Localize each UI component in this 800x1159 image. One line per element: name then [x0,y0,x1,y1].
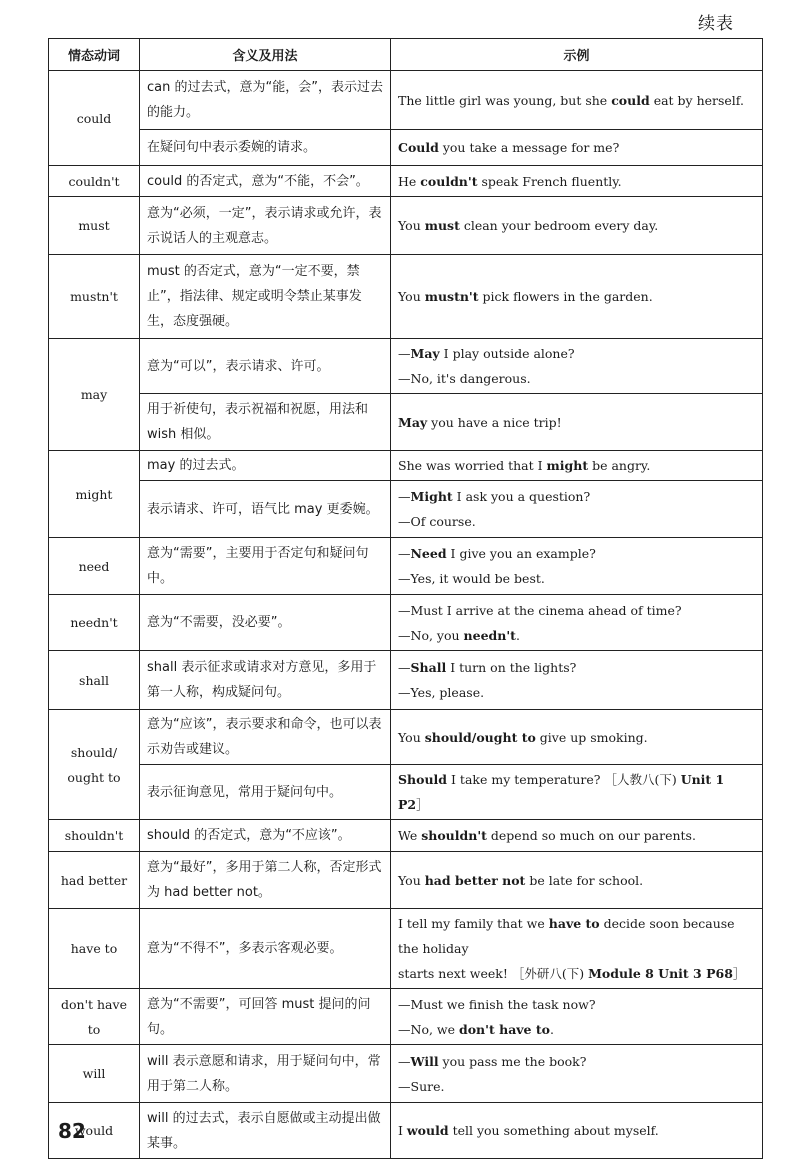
table-row [49,1103,763,1159]
usage-cell: could 的否定式，意为“不能，不会”。 [140,166,391,197]
example-text: — [398,346,411,361]
example-highlight: mustn't [424,289,479,304]
example-highlight: Will [410,1053,439,1069]
example-text: The little girl was young, but she [398,92,612,108]
example-line [398,169,756,194]
example-cell [391,538,763,595]
usage-cell: 意为“必须，一定”，表示请求或允许，表示说话人的主观意志。 [140,197,391,255]
verb-cell: need [49,538,140,595]
example-text: you pass me the book? [438,1053,587,1069]
table-row [49,197,763,255]
table-row [49,820,763,852]
example-cell [391,394,763,451]
example-text: — [398,1053,411,1069]
header-modal-verb: 情态动词 [49,39,140,71]
example-highlight: Shall [410,660,447,675]
example-line [398,213,756,238]
example-text: — [398,546,411,561]
example-line [398,1118,756,1143]
verb-cell: don't have to [49,989,140,1045]
example-text: be angry. [588,458,651,473]
example-text: I ask you a question? [452,489,591,504]
example-highlight: would [406,1123,449,1138]
example-cell [391,852,763,909]
table-row [49,451,763,481]
usage-cell: 意为“需要”，主要用于否定句和疑问句中。 [140,538,391,595]
example-cell [391,255,763,339]
example-text: . [515,627,520,643]
example-text: —Yes, please. [398,685,485,700]
example-text: — [398,660,411,675]
example-highlight: have to [548,916,600,931]
usage-cell: 意为“不需要，没必要”。 [140,595,391,651]
usage-cell: 意为“应该”，表示要求和命令，也可以表示劝告或建议。 [140,710,391,765]
example-text: He [398,173,421,189]
example-highlight: couldn't [420,173,478,189]
verb-cell: shouldn't [49,820,140,852]
example-highlight: had better not [424,872,526,888]
example-cell [391,166,763,197]
table-row [49,339,763,394]
verb-cell: could [49,71,140,166]
example-line [398,823,756,848]
example-line [398,767,756,817]
usage-cell: 意为“最好”，多用于第二人称，否定形式为 had better not。 [140,852,391,909]
table-row [49,166,763,197]
example-text: I take my temperature? ［人教八(下) [447,772,681,787]
example-line [398,484,756,509]
example-text: you take a message for me? [438,140,620,155]
example-text: —No, it's dangerous. [398,371,531,386]
example-cell [391,595,763,651]
table-row [49,595,763,651]
example-text: ］ [732,966,746,981]
example-line [398,135,756,160]
example-highlight: Unit 1 P2 [398,772,725,812]
example-cell [391,197,763,255]
example-text: —Sure. [398,1078,445,1094]
example-text: You [398,872,425,888]
table-row [49,989,763,1045]
example-highlight: should/ought to [424,729,536,745]
usage-cell: 在疑问句中表示委婉的请求。 [140,130,391,166]
example-highlight: Need [410,546,447,561]
page-number: 82 [58,1119,86,1143]
example-cell [391,1103,763,1159]
example-line [398,341,756,366]
example-text: tell you something about myself. [448,1123,659,1138]
example-line [398,655,756,680]
example-cell [391,765,763,820]
example-text: . [549,1021,554,1037]
example-highlight: needn't [463,627,516,643]
table-row [49,852,763,909]
example-text: ］ [416,797,429,812]
usage-cell: 意为“可以”，表示请求、许可。 [140,339,391,394]
table-row [49,130,763,166]
example-cell [391,710,763,765]
example-text: —Must we finish the task now? [398,996,596,1012]
example-line [398,868,756,893]
verb-cell: must [49,197,140,255]
example-highlight: don't have to [458,1021,550,1037]
example-text: I tell my family that we [398,916,549,931]
example-cell [391,989,763,1045]
example-text: I turn on the lights? [446,660,577,675]
usage-cell: may 的过去式。 [140,451,391,481]
example-line [398,453,756,478]
example-cell [391,909,763,989]
example-line [398,598,756,623]
example-text: I give you an example? [446,546,596,561]
example-cell [391,651,763,710]
verb-cell: shall [49,651,140,710]
example-cell [391,451,763,481]
example-line [398,1017,756,1042]
usage-cell: 表示征询意见，常用于疑问句中。 [140,765,391,820]
example-text: We [398,828,422,843]
usage-cell: 用于祈使句，表示祝福和祝愿，用法和 wish 相似。 [140,394,391,451]
example-line [398,1049,756,1074]
example-text: depend so much on our parents. [486,828,696,843]
table-row [49,1045,763,1103]
verb-cell: couldn't [49,166,140,197]
example-text: you have a nice trip! [427,414,562,430]
example-text: decide soon because the holiday [398,916,735,956]
table-row [49,394,763,451]
example-highlight: May [410,346,440,361]
example-highlight: Should [398,772,448,787]
example-text: You [398,289,425,304]
example-highlight: shouldn't [421,828,487,843]
table-row [49,651,763,710]
example-text: be late for school. [525,872,644,888]
example-line [398,680,756,705]
example-text: speak French fluently. [477,173,622,189]
example-highlight: could [611,92,650,108]
example-line [398,88,756,113]
example-cell [391,130,763,166]
usage-cell: can 的过去式，意为“能，会”，表示过去的能力。 [140,71,391,130]
verb-cell: should/ ought to [49,710,140,820]
example-cell [391,71,763,130]
usage-cell: will 表示意愿和请求，用于疑问句中，常用于第二人称。 [140,1045,391,1103]
example-line [398,366,756,391]
verb-cell: may [49,339,140,451]
example-highlight: might [546,458,589,473]
continued-label: 续表 [698,14,734,34]
example-line [398,284,756,309]
example-cell [391,820,763,852]
table-row [49,909,763,989]
verb-cell: might [49,451,140,538]
usage-cell: must 的否定式，意为“一定不要，禁止”，指法律、规定或明令禁止某事发生，态度强硬。 [140,255,391,339]
verb-cell: will [49,1045,140,1103]
verb-cell: had better [49,852,140,909]
example-text: You [398,729,425,745]
example-highlight: Could [398,140,439,155]
example-text: clean your bedroom every day. [459,218,659,233]
example-cell [391,339,763,394]
example-text: I play outside alone? [439,346,575,361]
example-text: —Of course. [398,514,476,529]
example-highlight: must [424,218,460,233]
verb-cell: needn't [49,595,140,651]
example-text: eat by herself. [649,92,744,108]
example-line [398,509,756,534]
table-row [49,538,763,595]
usage-cell: 表示请求、许可，语气比 may 更委婉。 [140,481,391,538]
example-cell [391,1045,763,1103]
example-line [398,961,756,986]
example-text: You [398,218,425,233]
example-text: —No, you [398,627,464,643]
example-line [398,541,756,566]
verb-cell: would [49,1103,140,1159]
verb-cell: mustn't [49,255,140,339]
example-line [398,410,756,435]
example-cell [391,481,763,538]
table-row [49,481,763,538]
usage-cell: should 的否定式，意为“不应该”。 [140,820,391,852]
table-row [49,71,763,130]
example-text: — [398,489,411,504]
example-line [398,725,756,750]
example-line [398,911,756,961]
usage-cell: 意为“不需要”，可回答 must 提问的问句。 [140,989,391,1045]
example-text: —Must I arrive at the cinema ahead of time? [398,602,682,618]
example-text: She was worried that I [398,458,547,473]
example-text: give up smoking. [535,729,648,745]
example-text: —Yes, it would be best. [398,571,545,586]
header-example: 示例 [391,39,763,71]
header-meaning-usage: 含义及用法 [140,39,391,71]
example-highlight: Might [410,489,453,504]
example-line [398,1074,756,1099]
example-text: pick flowers in the garden. [478,289,653,304]
table-row [49,255,763,339]
table-header-row [49,39,763,71]
usage-cell: 意为“不得不”，多表示客观必要。 [140,909,391,989]
modal-verbs-table [48,38,763,1159]
example-text: I [398,1123,407,1138]
example-highlight: May [398,414,428,430]
usage-cell: shall 表示征求或请求对方意见，多用于第一人称，构成疑问句。 [140,651,391,710]
example-line [398,992,756,1017]
table-row [49,765,763,820]
example-text: starts next week! ［外研八(下) [398,966,589,981]
example-text: —No, we [398,1021,459,1037]
usage-cell: will 的过去式，表示自愿做或主动提出做某事。 [140,1103,391,1159]
table-row [49,710,763,765]
example-line [398,623,756,648]
example-line [398,566,756,591]
example-highlight: Module 8 Unit 3 P68 [588,966,733,981]
verb-cell: have to [49,909,140,989]
